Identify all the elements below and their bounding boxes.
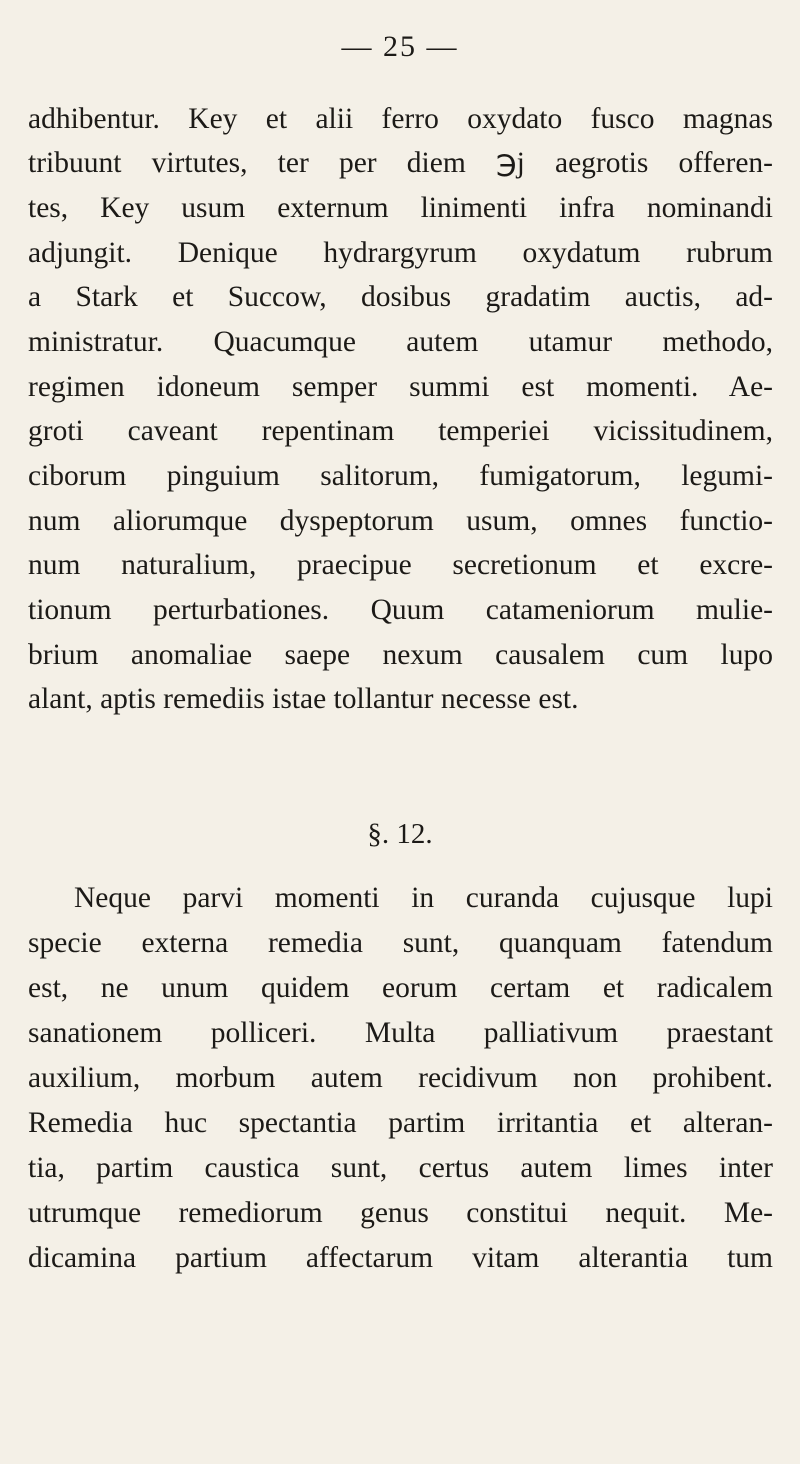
text-line: brium anomaliae saepe nexum causalem cum lupo xyxy=(28,639,773,671)
text-line: tia, partim caustica sunt, certus autem limes inter xyxy=(28,1152,773,1184)
text-line: ciborum pinguium salitorum, fumigatorum, legumi- xyxy=(28,460,773,492)
text-line: Neque parvi momenti in curanda cujusque lupi xyxy=(74,882,773,914)
text-line: num aliorumque dyspeptorum usum, omnes functio- xyxy=(28,505,773,537)
page-number: — 25 — xyxy=(341,30,459,63)
text-line: auxilium, morbum autem recidivum non prohibent. xyxy=(28,1062,773,1094)
text-line: ministratur. Quacumque autem utamur methodo, xyxy=(28,326,773,358)
text-line: Remedia huc spectantia partim irritantia et alteran- xyxy=(28,1107,773,1139)
text-line: groti caveant repentinam temperiei vicissitudinem, xyxy=(28,415,773,447)
text-line: specie externa remedia sunt, quanquam fatendum xyxy=(28,927,773,959)
text-line: tes, Key usum externum linimenti infra nominandi xyxy=(28,192,773,224)
text-line: tionum perturbationes. Quum catameniorum mulie- xyxy=(28,594,773,626)
text-line: adjungit. Denique hydrargyrum oxydatum rubrum xyxy=(28,237,773,269)
text-line: a Stark et Succow, dosibus gradatim auctis, ad- xyxy=(28,281,773,313)
text-line: est, ne unum quidem eorum certam et radicalem xyxy=(28,972,773,1004)
text-line: tribuunt virtutes, ter per diem ℈j aegrotis offeren- xyxy=(28,147,773,179)
text-line: alant, aptis remediis istae tollantur necesse est. xyxy=(28,683,579,715)
text-line: num naturalium, praecipue secretionum et excre- xyxy=(28,549,773,581)
text-line: sanationem polliceri. Multa palliativum praestant xyxy=(28,1017,773,1049)
section-heading: §. 12. xyxy=(367,818,433,850)
text-line: utrumque remediorum genus constitui nequit. Me- xyxy=(28,1197,773,1229)
text-line: regimen idoneum semper summi est momenti. Ae- xyxy=(28,371,773,403)
text-line: dicamina partium affectarum vitam alterantia tum xyxy=(28,1242,773,1274)
text-line: adhibentur. Key et alii ferro oxydato fusco magnas xyxy=(28,103,773,135)
